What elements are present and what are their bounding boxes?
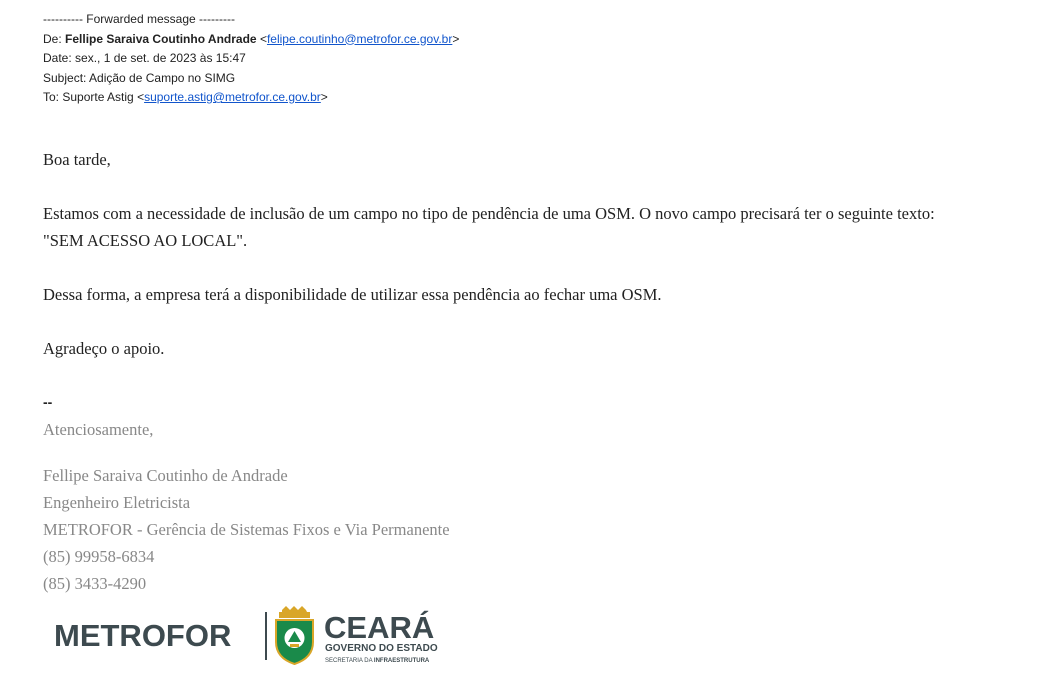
- ceara-wordmark: CEARÁ: [324, 610, 435, 645]
- signature-block: [43, 462, 1043, 597]
- signature-phone-2: (85) 3433-4290: [43, 574, 147, 593]
- forwarded-marker: ---------- Forwarded message ---------: [43, 12, 235, 26]
- paragraph-2: Dessa forma, a empresa terá a disponibilidade de utilizar essa pendência ao fechar uma OSM.: [43, 285, 662, 304]
- subject-line: Subject: Adição de Campo no SIMG: [43, 70, 236, 85]
- signature-closing: Atenciosamente,: [43, 420, 154, 439]
- secretaria-prefix: SECRETARIA DA: [325, 658, 374, 664]
- logo-divider: [265, 612, 267, 660]
- secretaria-bold: INFRAESTRUTURA: [373, 658, 430, 664]
- secretaria-text: [325, 658, 430, 664]
- from-name: Fellipe Saraiva Coutinho Andrade: [65, 31, 257, 46]
- date-line: Date: sex., 1 de set. de 2023 às 15:47: [43, 51, 246, 65]
- from-line: De: Fellipe Saraiva Coutinho Andrade <felipe.coutinho@metrofor.ce.gov.br>: [43, 31, 460, 46]
- forwarded-header: [43, 10, 459, 108]
- signature-name: Fellipe Saraiva Coutinho de Andrade: [43, 466, 288, 485]
- from-label: De:: [43, 31, 66, 46]
- signature-separator: --: [43, 394, 53, 410]
- paragraph-1-line-2: "SEM ACESSO AO LOCAL".: [43, 231, 248, 250]
- governo-text: GOVERNO DO ESTADO: [325, 643, 438, 654]
- to-label: To: Suporte Astig: [43, 90, 138, 104]
- signature-phone-1: (85) 99958-6834: [43, 547, 155, 566]
- to-email-link[interactable]: suporte.astig@metrofor.ce.gov.br: [144, 90, 321, 104]
- message-body: [43, 146, 1043, 597]
- to-line: To: Suporte Astig <suporte.astig@metrofor.ce.gov.br>: [43, 90, 328, 104]
- signature-role: Engenheiro Eletricista: [43, 493, 191, 512]
- ceara-coat-of-arms-icon: [276, 606, 313, 664]
- from-email-link[interactable]: felipe.coutinho@metrofor.ce.gov.br: [266, 31, 453, 46]
- paragraph-3: Agradeço o apoio.: [43, 339, 165, 358]
- signature-logo: [54, 606, 454, 668]
- signature-org: METROFOR - Gerência de Sistemas Fixos e Via Permanente: [43, 520, 450, 539]
- paragraph-1-line-1: Estamos com a necessidade de inclusão de um campo no tipo de pendência de uma OSM. O novo campo precisará ter o seguinte texto:: [43, 204, 935, 223]
- greeting: Boa tarde,: [43, 150, 111, 169]
- metrofor-wordmark: METROFOR: [54, 618, 232, 653]
